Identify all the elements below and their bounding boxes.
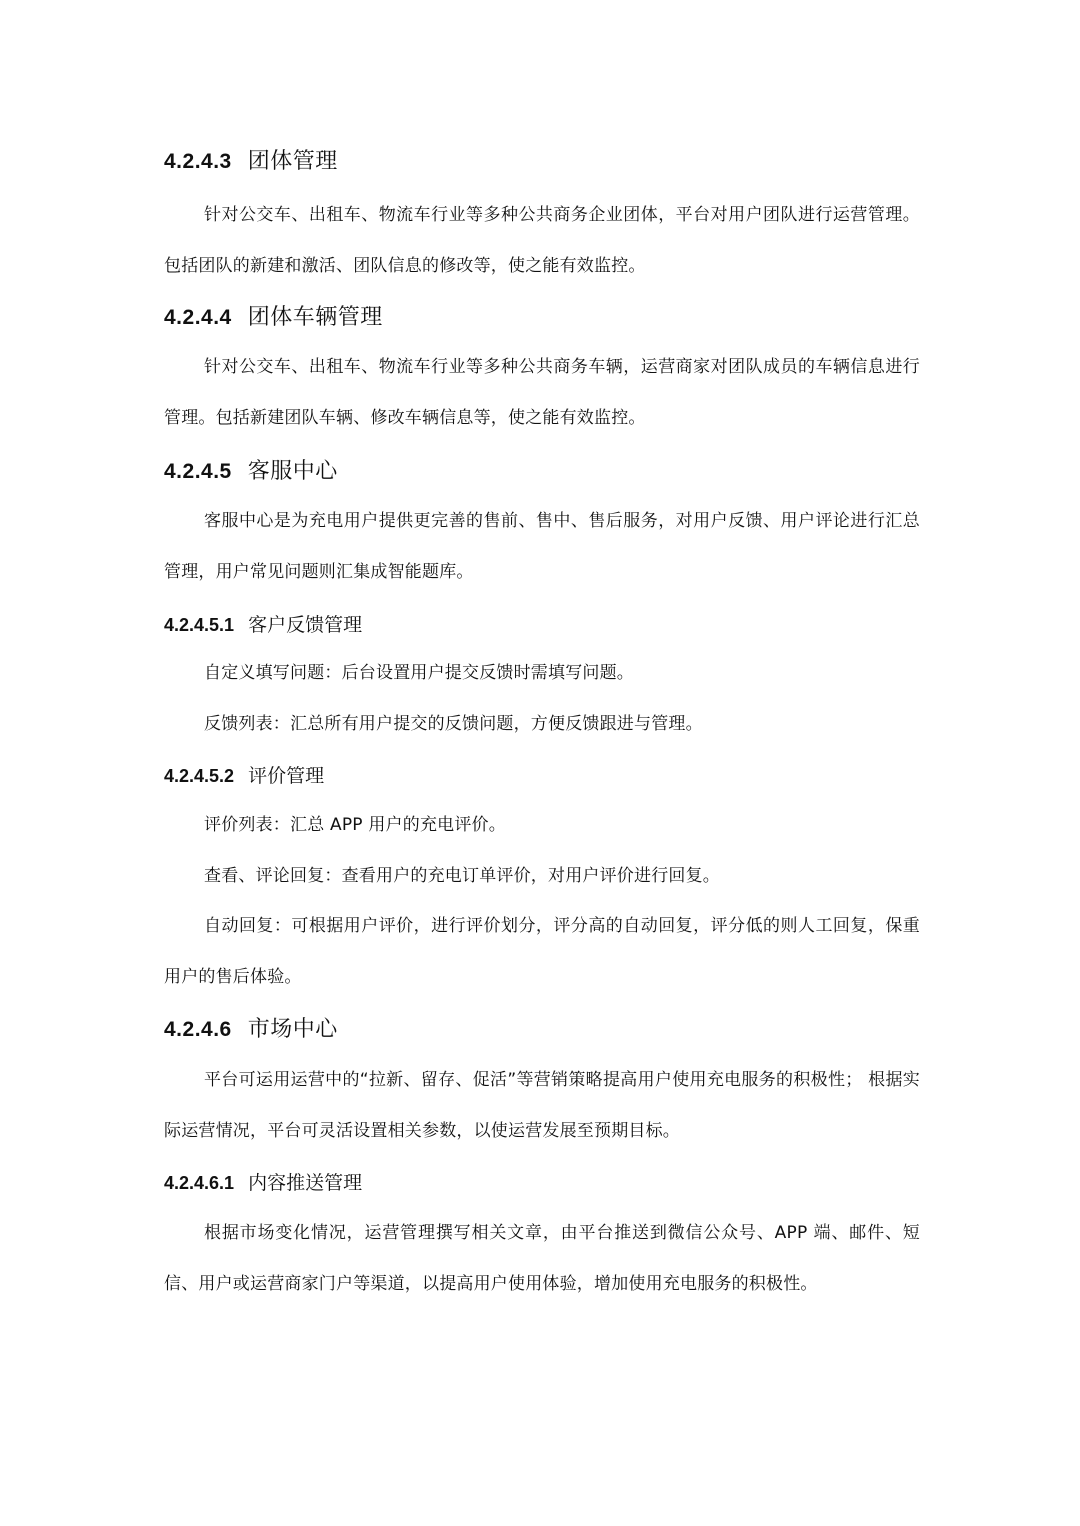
subsection-heading-4-2-4-5-1 [164,610,920,637]
text-line: 评价列表：汇总 APP 用户的充电评价。 [204,815,506,835]
section-heading-4-2-4-5 [164,454,920,485]
section-paragraph: 客服中心是为充电用户提供更完善的售前、售中、售后服务，对用户反馈、用户评论进行汇总管理，用户常见问题则汇集成智能题库。 [164,511,920,582]
section-paragraph: 根据市场变化情况，运营管理撰写相关文章，由平台推送到微信公众号、APP 端、邮件、短信、用户或运营商家门户等渠道，以提高用户使用体验，增加使用充电服务的积极性。 [164,1223,920,1294]
subsection-number: 4.2.4.5.2 [164,766,235,786]
section-title: 团体车辆管理 [247,305,383,330]
subsection-title: 客户反馈管理 [248,614,363,636]
section-paragraph: 自动回复：可根据用户评价，进行评价划分，评分高的自动回复，评分低的则人工回复，保重用户的售后体验。 [164,916,920,987]
section-number: 4.2.4.5 [164,460,232,483]
section-title: 客服中心 [247,459,338,484]
subsection-heading-4-2-4-5-2 [164,761,920,788]
section-paragraph: 针对公交车、出租车、物流车行业等多种公共商务车辆，运营商家对团队成员的车辆信息进行管理。包括新建团队车辆、修改车辆信息等，使之能有效监控。 [164,357,920,428]
subsection-heading-4-2-4-6-1 [164,1168,920,1195]
section-heading-4-2-4-6 [164,1012,920,1043]
section-title: 团体管理 [247,149,338,174]
section-number: 4.2.4.4 [164,306,232,329]
section-paragraph: 针对公交车、出租车、物流车行业等多种公共商务企业团体，平台对用户团队进行运营管理。包括团队的新建和激活、团队信息的修改等，使之能有效监控。 [164,205,920,276]
section-heading-4-2-4-3 [164,144,920,175]
text-line: 自定义填写问题：后台设置用户提交反馈时需填写问题。 [204,663,634,683]
text-line: 查看、评论回复：查看用户的充电订单评价，对用户评价进行回复。 [204,866,720,886]
subsection-title: 内容推送管理 [248,1172,363,1194]
text-line: 反馈列表：汇总所有用户提交的反馈问题，方便反馈跟进与管理。 [204,714,703,734]
subsection-title: 评价管理 [248,765,325,787]
subsection-number: 4.2.4.5.1 [164,615,235,635]
section-title: 市场中心 [247,1017,338,1042]
section-number: 4.2.4.6 [164,1018,232,1041]
section-number: 4.2.4.3 [164,150,232,173]
section-paragraph: 平台可运用运营中的“拉新、留存、促活”等营销策略提高用户使用充电服务的积极性； 根据实际运营情况，平台可灵活设置相关参数，以使运营发展至预期目标。 [164,1070,920,1141]
section-heading-4-2-4-4 [164,300,920,331]
subsection-number: 4.2.4.6.1 [164,1173,235,1193]
